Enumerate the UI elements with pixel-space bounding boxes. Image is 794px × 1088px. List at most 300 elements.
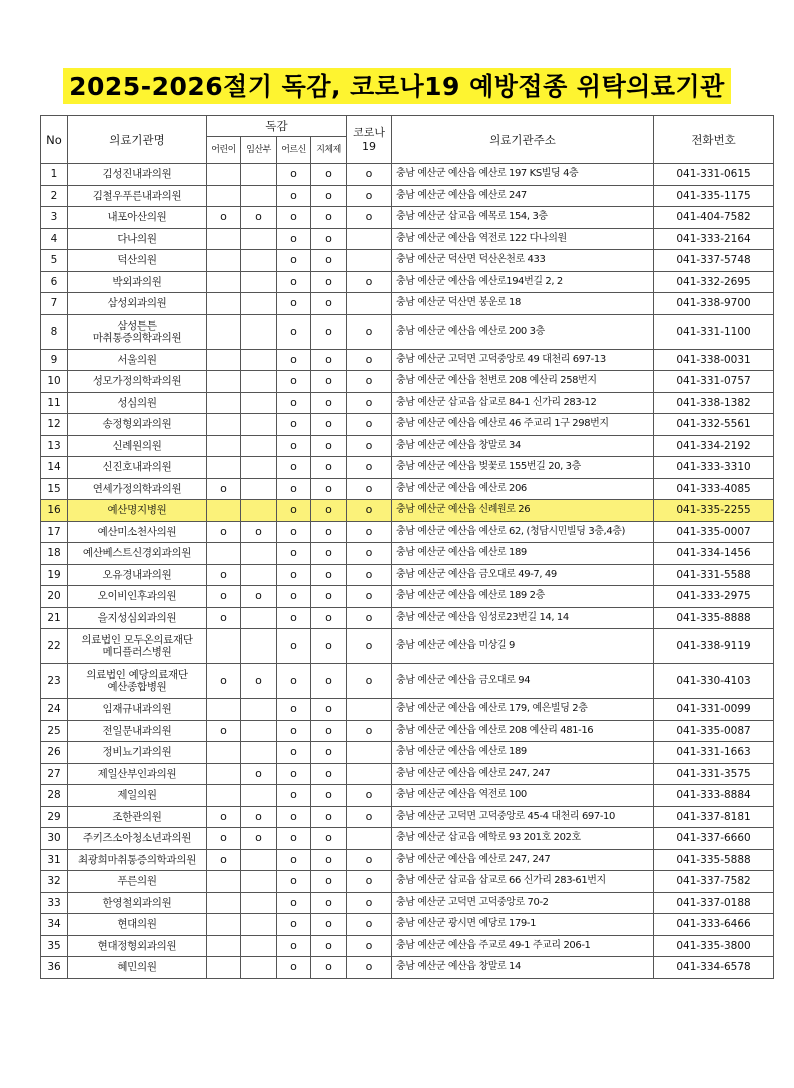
cell-flu-other: o	[311, 500, 347, 522]
table-row	[41, 185, 774, 207]
cell-flu-elder: o	[277, 699, 311, 721]
cell-flu-elder: o	[277, 664, 311, 699]
cell-no: 16	[41, 500, 68, 522]
cell-flu-child: o	[207, 806, 241, 828]
table-row	[41, 564, 774, 586]
cell-flu-other: o	[311, 271, 347, 293]
cell-no: 19	[41, 564, 68, 586]
cell-flu-child: o	[207, 664, 241, 699]
cell-address: 충남 예산군 예산읍 예산로 200 3층	[392, 314, 654, 349]
cell-flu-pregnant	[241, 564, 277, 586]
cell-flu-child	[207, 957, 241, 979]
cell-flu-elder: o	[277, 250, 311, 272]
cell-no: 2	[41, 185, 68, 207]
cell-address: 충남 예산군 고덕면 고덕중앙로 49 대천리 697-13	[392, 349, 654, 371]
cell-no: 6	[41, 271, 68, 293]
cell-flu-pregnant	[241, 293, 277, 315]
cell-flu-pregnant: o	[241, 207, 277, 229]
cell-address: 충남 예산군 예산읍 예산로 62, (청담시민빌딩 3층,4층)	[392, 521, 654, 543]
cell-covid: o	[347, 935, 392, 957]
table-body	[41, 164, 774, 979]
cell-flu-pregnant	[241, 185, 277, 207]
cell-address: 충남 예산군 예산읍 주교로 49-1 주교리 206-1	[392, 935, 654, 957]
cell-address: 충남 예산군 예산읍 역전로 122 다나의원	[392, 228, 654, 250]
cell-flu-elder: o	[277, 271, 311, 293]
cell-flu-other: o	[311, 935, 347, 957]
cell-flu-child	[207, 914, 241, 936]
header-address: 의료기관주소	[392, 116, 654, 164]
cell-address: 충남 예산군 예산읍 예산로194번길 2, 2	[392, 271, 654, 293]
cell-phone: 041-338-9700	[654, 293, 774, 315]
table-row	[41, 164, 774, 186]
cell-name: 예산베스트신경외과의원	[68, 543, 207, 565]
cell-no: 34	[41, 914, 68, 936]
cell-covid: o	[347, 785, 392, 807]
cell-covid: o	[347, 207, 392, 229]
cell-address: 충남 예산군 예산읍 예산로 189	[392, 742, 654, 764]
table-row	[41, 228, 774, 250]
cell-address: 충남 예산군 예산읍 예산로 206	[392, 478, 654, 500]
cell-flu-pregnant	[241, 607, 277, 629]
cell-address: 충남 예산군 광시면 예당로 179-1	[392, 914, 654, 936]
cell-flu-pregnant	[241, 720, 277, 742]
table-row	[41, 435, 774, 457]
table-row	[41, 457, 774, 479]
cell-flu-other: o	[311, 871, 347, 893]
cell-name: 제일의원	[68, 785, 207, 807]
table-row	[41, 392, 774, 414]
cell-no: 14	[41, 457, 68, 479]
cell-flu-pregnant	[241, 892, 277, 914]
cell-flu-pregnant	[241, 849, 277, 871]
cell-flu-pregnant	[241, 271, 277, 293]
cell-flu-other: o	[311, 250, 347, 272]
cell-no: 17	[41, 521, 68, 543]
cell-address: 충남 예산군 고덕면 고덕중앙로 70-2	[392, 892, 654, 914]
cell-covid: o	[347, 543, 392, 565]
cell-flu-child	[207, 871, 241, 893]
cell-flu-child	[207, 293, 241, 315]
header-no: No	[41, 116, 68, 164]
cell-no: 12	[41, 414, 68, 436]
cell-flu-pregnant	[241, 414, 277, 436]
cell-name: 서울의원	[68, 349, 207, 371]
cell-covid: o	[347, 371, 392, 393]
cell-flu-other: o	[311, 228, 347, 250]
cell-no: 31	[41, 849, 68, 871]
cell-flu-pregnant	[241, 500, 277, 522]
cell-name: 조한관의원	[68, 806, 207, 828]
table-row	[41, 207, 774, 229]
cell-flu-pregnant	[241, 314, 277, 349]
cell-flu-other: o	[311, 664, 347, 699]
header-row	[41, 116, 774, 137]
header-flu-other: 지체제	[311, 137, 347, 164]
cell-flu-elder: o	[277, 521, 311, 543]
cell-name: 신진호내과의원	[68, 457, 207, 479]
cell-address: 충남 예산군 덕산면 덕산온천로 433	[392, 250, 654, 272]
cell-no: 20	[41, 586, 68, 608]
table-row	[41, 806, 774, 828]
cell-no: 18	[41, 543, 68, 565]
cell-flu-other: o	[311, 914, 347, 936]
cell-name-line2: 예산종합병원	[107, 681, 167, 693]
cell-flu-pregnant: o	[241, 586, 277, 608]
cell-covid: o	[347, 849, 392, 871]
cell-covid: o	[347, 914, 392, 936]
cell-name: 덕산의원	[68, 250, 207, 272]
cell-no: 4	[41, 228, 68, 250]
cell-phone: 041-331-1663	[654, 742, 774, 764]
cell-flu-elder: o	[277, 586, 311, 608]
cell-covid	[347, 699, 392, 721]
cell-name: 최광희마취통증의학과의원	[68, 849, 207, 871]
cell-flu-other: o	[311, 314, 347, 349]
cell-no: 1	[41, 164, 68, 186]
cell-flu-other: o	[311, 699, 347, 721]
table-row	[41, 293, 774, 315]
cell-flu-elder: o	[277, 314, 311, 349]
cell-covid	[347, 228, 392, 250]
cell-phone: 041-404-7582	[654, 207, 774, 229]
cell-no: 23	[41, 664, 68, 699]
table-row	[41, 500, 774, 522]
cell-address: 충남 예산군 예산읍 예산로 208 예산리 481-16	[392, 720, 654, 742]
cell-no: 30	[41, 828, 68, 850]
cell-flu-child	[207, 271, 241, 293]
cell-flu-pregnant	[241, 543, 277, 565]
cell-phone: 041-333-8884	[654, 785, 774, 807]
cell-phone: 041-331-0615	[654, 164, 774, 186]
cell-flu-other: o	[311, 478, 347, 500]
header-flu-pregnant: 임산부	[241, 137, 277, 164]
cell-flu-child: o	[207, 607, 241, 629]
cell-name: 다나의원	[68, 228, 207, 250]
cell-flu-other: o	[311, 207, 347, 229]
cell-name-line1: 의료법인 모두온의료재단	[81, 634, 193, 646]
cell-flu-child: o	[207, 564, 241, 586]
cell-address: 충남 예산군 예산읍 예산로 197 KS빌딩 4층	[392, 164, 654, 186]
cell-flu-other: o	[311, 586, 347, 608]
cell-flu-pregnant	[241, 785, 277, 807]
cell-no: 8	[41, 314, 68, 349]
cell-phone: 041-337-0188	[654, 892, 774, 914]
cell-phone: 041-331-0757	[654, 371, 774, 393]
cell-phone: 041-333-6466	[654, 914, 774, 936]
cell-flu-pregnant	[241, 478, 277, 500]
cell-address: 충남 예산군 예산읍 금오대로 94	[392, 664, 654, 699]
cell-flu-elder: o	[277, 457, 311, 479]
cell-flu-child	[207, 349, 241, 371]
cell-covid	[347, 763, 392, 785]
cell-flu-child: o	[207, 849, 241, 871]
table-row	[41, 720, 774, 742]
cell-phone: 041-335-0007	[654, 521, 774, 543]
cell-name: 김철우푸른내과의원	[68, 185, 207, 207]
cell-address: 충남 예산군 삽교읍 삽교로 66 신가리 283-61번지	[392, 871, 654, 893]
cell-flu-elder: o	[277, 871, 311, 893]
table-row	[41, 763, 774, 785]
header-flu-child: 어린이	[207, 137, 241, 164]
cell-name: 정비뇨기과의원	[68, 742, 207, 764]
cell-flu-elder: o	[277, 164, 311, 186]
cell-flu-child	[207, 742, 241, 764]
cell-no: 5	[41, 250, 68, 272]
cell-address: 충남 예산군 예산읍 예산로 189 2층	[392, 586, 654, 608]
cell-flu-other: o	[311, 543, 347, 565]
cell-flu-other: o	[311, 521, 347, 543]
cell-phone: 041-332-5561	[654, 414, 774, 436]
cell-address: 충남 예산군 예산읍 예산로 247	[392, 185, 654, 207]
cell-covid: o	[347, 457, 392, 479]
header-covid: 코로나19	[347, 116, 392, 164]
cell-flu-child	[207, 935, 241, 957]
cell-phone: 041-337-5748	[654, 250, 774, 272]
cell-flu-elder: o	[277, 828, 311, 850]
cell-flu-child	[207, 543, 241, 565]
cell-phone: 041-334-6578	[654, 957, 774, 979]
cell-flu-elder: o	[277, 207, 311, 229]
cell-flu-other: o	[311, 763, 347, 785]
cell-name: 을지성심외과의원	[68, 607, 207, 629]
cell-phone: 041-331-3575	[654, 763, 774, 785]
table-row	[41, 478, 774, 500]
cell-covid: o	[347, 414, 392, 436]
cell-name-line2: 메디플러스병원	[102, 646, 172, 658]
cell-no: 21	[41, 607, 68, 629]
table-row	[41, 892, 774, 914]
table-row	[41, 349, 774, 371]
cell-name: 예산미소천사의원	[68, 521, 207, 543]
cell-flu-elder: o	[277, 435, 311, 457]
cell-name	[68, 314, 207, 349]
cell-no: 33	[41, 892, 68, 914]
cell-name: 예산명지병원	[68, 500, 207, 522]
cell-covid: o	[347, 586, 392, 608]
cell-flu-pregnant	[241, 435, 277, 457]
cell-flu-child	[207, 185, 241, 207]
cell-address: 충남 예산군 예산읍 금오대로 49-7, 49	[392, 564, 654, 586]
cell-flu-pregnant	[241, 629, 277, 664]
cell-address: 충남 예산군 예산읍 벚꽃로 155번길 20, 3층	[392, 457, 654, 479]
cell-flu-elder: o	[277, 629, 311, 664]
cell-flu-pregnant	[241, 699, 277, 721]
cell-no: 27	[41, 763, 68, 785]
cell-phone: 041-335-8888	[654, 607, 774, 629]
table-row	[41, 414, 774, 436]
cell-address: 충남 예산군 예산읍 신례원로 26	[392, 500, 654, 522]
cell-no: 24	[41, 699, 68, 721]
cell-flu-pregnant	[241, 457, 277, 479]
cell-flu-other: o	[311, 806, 347, 828]
cell-name: 내포아산의원	[68, 207, 207, 229]
cell-flu-pregnant	[241, 392, 277, 414]
table-row	[41, 664, 774, 699]
cell-flu-pregnant: o	[241, 664, 277, 699]
cell-flu-elder: o	[277, 392, 311, 414]
cell-name-line1: 의료법인 예당의료재단	[86, 669, 188, 681]
cell-flu-pregnant	[241, 228, 277, 250]
cell-address: 충남 예산군 예산읍 창말로 34	[392, 435, 654, 457]
cell-flu-pregnant	[241, 871, 277, 893]
cell-flu-pregnant	[241, 250, 277, 272]
cell-flu-child: o	[207, 207, 241, 229]
cell-address: 충남 예산군 예산읍 예산로 46 주교리 1구 298번지	[392, 414, 654, 436]
cell-covid: o	[347, 957, 392, 979]
cell-flu-child	[207, 392, 241, 414]
cell-address: 충남 예산군 예산읍 역전로 100	[392, 785, 654, 807]
table-row	[41, 699, 774, 721]
cell-flu-elder: o	[277, 785, 311, 807]
cell-flu-elder: o	[277, 185, 311, 207]
cell-no: 7	[41, 293, 68, 315]
header-flu-elder: 어르신	[277, 137, 311, 164]
cell-flu-child	[207, 629, 241, 664]
cell-phone: 041-331-1100	[654, 314, 774, 349]
cell-covid: o	[347, 500, 392, 522]
cell-flu-other: o	[311, 185, 347, 207]
cell-name: 임재규내과의원	[68, 699, 207, 721]
cell-covid: o	[347, 892, 392, 914]
table-row	[41, 871, 774, 893]
cell-flu-child	[207, 414, 241, 436]
cell-phone: 041-333-4085	[654, 478, 774, 500]
cell-no: 36	[41, 957, 68, 979]
cell-phone: 041-333-3310	[654, 457, 774, 479]
cell-phone: 041-337-8181	[654, 806, 774, 828]
cell-name: 삼성외과의원	[68, 293, 207, 315]
cell-phone: 041-337-6660	[654, 828, 774, 850]
cell-flu-elder: o	[277, 543, 311, 565]
cell-address: 충남 예산군 예산읍 예산로 247, 247	[392, 849, 654, 871]
cell-address: 충남 예산군 예산읍 예산로 189	[392, 543, 654, 565]
cell-no: 10	[41, 371, 68, 393]
cell-covid: o	[347, 871, 392, 893]
cell-address: 충남 예산군 예산읍 천변로 208 예산리 258번지	[392, 371, 654, 393]
cell-flu-child	[207, 250, 241, 272]
cell-flu-other: o	[311, 629, 347, 664]
cell-flu-child: o	[207, 828, 241, 850]
cell-covid: o	[347, 478, 392, 500]
cell-flu-child	[207, 435, 241, 457]
cell-flu-pregnant: o	[241, 806, 277, 828]
cell-name: 현대의원	[68, 914, 207, 936]
cell-flu-pregnant: o	[241, 521, 277, 543]
cell-flu-child	[207, 699, 241, 721]
cell-flu-other: o	[311, 742, 347, 764]
cell-phone: 041-330-4103	[654, 664, 774, 699]
cell-no: 11	[41, 392, 68, 414]
cell-flu-elder: o	[277, 228, 311, 250]
cell-covid: o	[347, 185, 392, 207]
cell-flu-child	[207, 763, 241, 785]
table-row	[41, 629, 774, 664]
cell-covid: o	[347, 435, 392, 457]
cell-flu-other: o	[311, 828, 347, 850]
cell-phone: 041-335-1175	[654, 185, 774, 207]
cell-covid: o	[347, 607, 392, 629]
cell-address: 충남 예산군 삽교읍 삽교로 84-1 신가리 283-12	[392, 392, 654, 414]
cell-name: 한영철외과의원	[68, 892, 207, 914]
cell-covid: o	[347, 806, 392, 828]
cell-covid: o	[347, 164, 392, 186]
cell-flu-child	[207, 371, 241, 393]
cell-flu-other: o	[311, 457, 347, 479]
cell-flu-elder: o	[277, 293, 311, 315]
cell-no: 25	[41, 720, 68, 742]
cell-flu-other: o	[311, 293, 347, 315]
cell-flu-other: o	[311, 785, 347, 807]
cell-no: 13	[41, 435, 68, 457]
cell-address: 충남 예산군 예산읍 예산로 247, 247	[392, 763, 654, 785]
cell-flu-child	[207, 500, 241, 522]
cell-flu-elder: o	[277, 957, 311, 979]
cell-flu-other: o	[311, 849, 347, 871]
cell-flu-elder: o	[277, 349, 311, 371]
cell-covid	[347, 293, 392, 315]
cell-flu-child	[207, 892, 241, 914]
cell-flu-elder: o	[277, 742, 311, 764]
cell-name: 전일문내과의원	[68, 720, 207, 742]
table-row	[41, 521, 774, 543]
cell-name-line2: 마취통증의학과의원	[92, 331, 182, 344]
cell-name: 현대정형외과의원	[68, 935, 207, 957]
cell-no: 32	[41, 871, 68, 893]
table-row	[41, 607, 774, 629]
cell-phone: 041-331-5588	[654, 564, 774, 586]
cell-name: 제일산부인과의원	[68, 763, 207, 785]
cell-flu-pregnant	[241, 164, 277, 186]
cell-flu-pregnant	[241, 742, 277, 764]
table-row	[41, 849, 774, 871]
header-flu: 독감	[207, 116, 347, 137]
cell-address: 충남 예산군 예산읍 임성로23번길 14, 14	[392, 607, 654, 629]
cell-flu-other: o	[311, 392, 347, 414]
cell-name	[68, 664, 207, 699]
cell-flu-pregnant	[241, 349, 277, 371]
cell-phone: 041-337-7582	[654, 871, 774, 893]
cell-covid: o	[347, 664, 392, 699]
cell-no: 29	[41, 806, 68, 828]
cell-name: 박외과의원	[68, 271, 207, 293]
table-row	[41, 785, 774, 807]
cell-flu-elder: o	[277, 935, 311, 957]
cell-flu-other: o	[311, 435, 347, 457]
cell-covid	[347, 742, 392, 764]
cell-flu-other: o	[311, 164, 347, 186]
cell-phone: 041-335-0087	[654, 720, 774, 742]
table-row	[41, 957, 774, 979]
cell-covid: o	[347, 629, 392, 664]
cell-address: 충남 예산군 예산읍 창말로 14	[392, 957, 654, 979]
table-row	[41, 935, 774, 957]
cell-flu-child: o	[207, 521, 241, 543]
cell-phone: 041-335-3800	[654, 935, 774, 957]
cell-address: 충남 예산군 삽교읍 예목로 154, 3층	[392, 207, 654, 229]
cell-no: 22	[41, 629, 68, 664]
cell-phone: 041-335-2255	[654, 500, 774, 522]
cell-flu-child: o	[207, 586, 241, 608]
cell-phone: 041-332-2695	[654, 271, 774, 293]
cell-covid: o	[347, 564, 392, 586]
cell-no: 3	[41, 207, 68, 229]
cell-flu-pregnant: o	[241, 828, 277, 850]
cell-flu-pregnant	[241, 914, 277, 936]
cell-flu-other: o	[311, 720, 347, 742]
cell-phone: 041-338-1382	[654, 392, 774, 414]
cell-flu-elder: o	[277, 720, 311, 742]
cell-address: 충남 예산군 덕산면 봉운로 18	[392, 293, 654, 315]
